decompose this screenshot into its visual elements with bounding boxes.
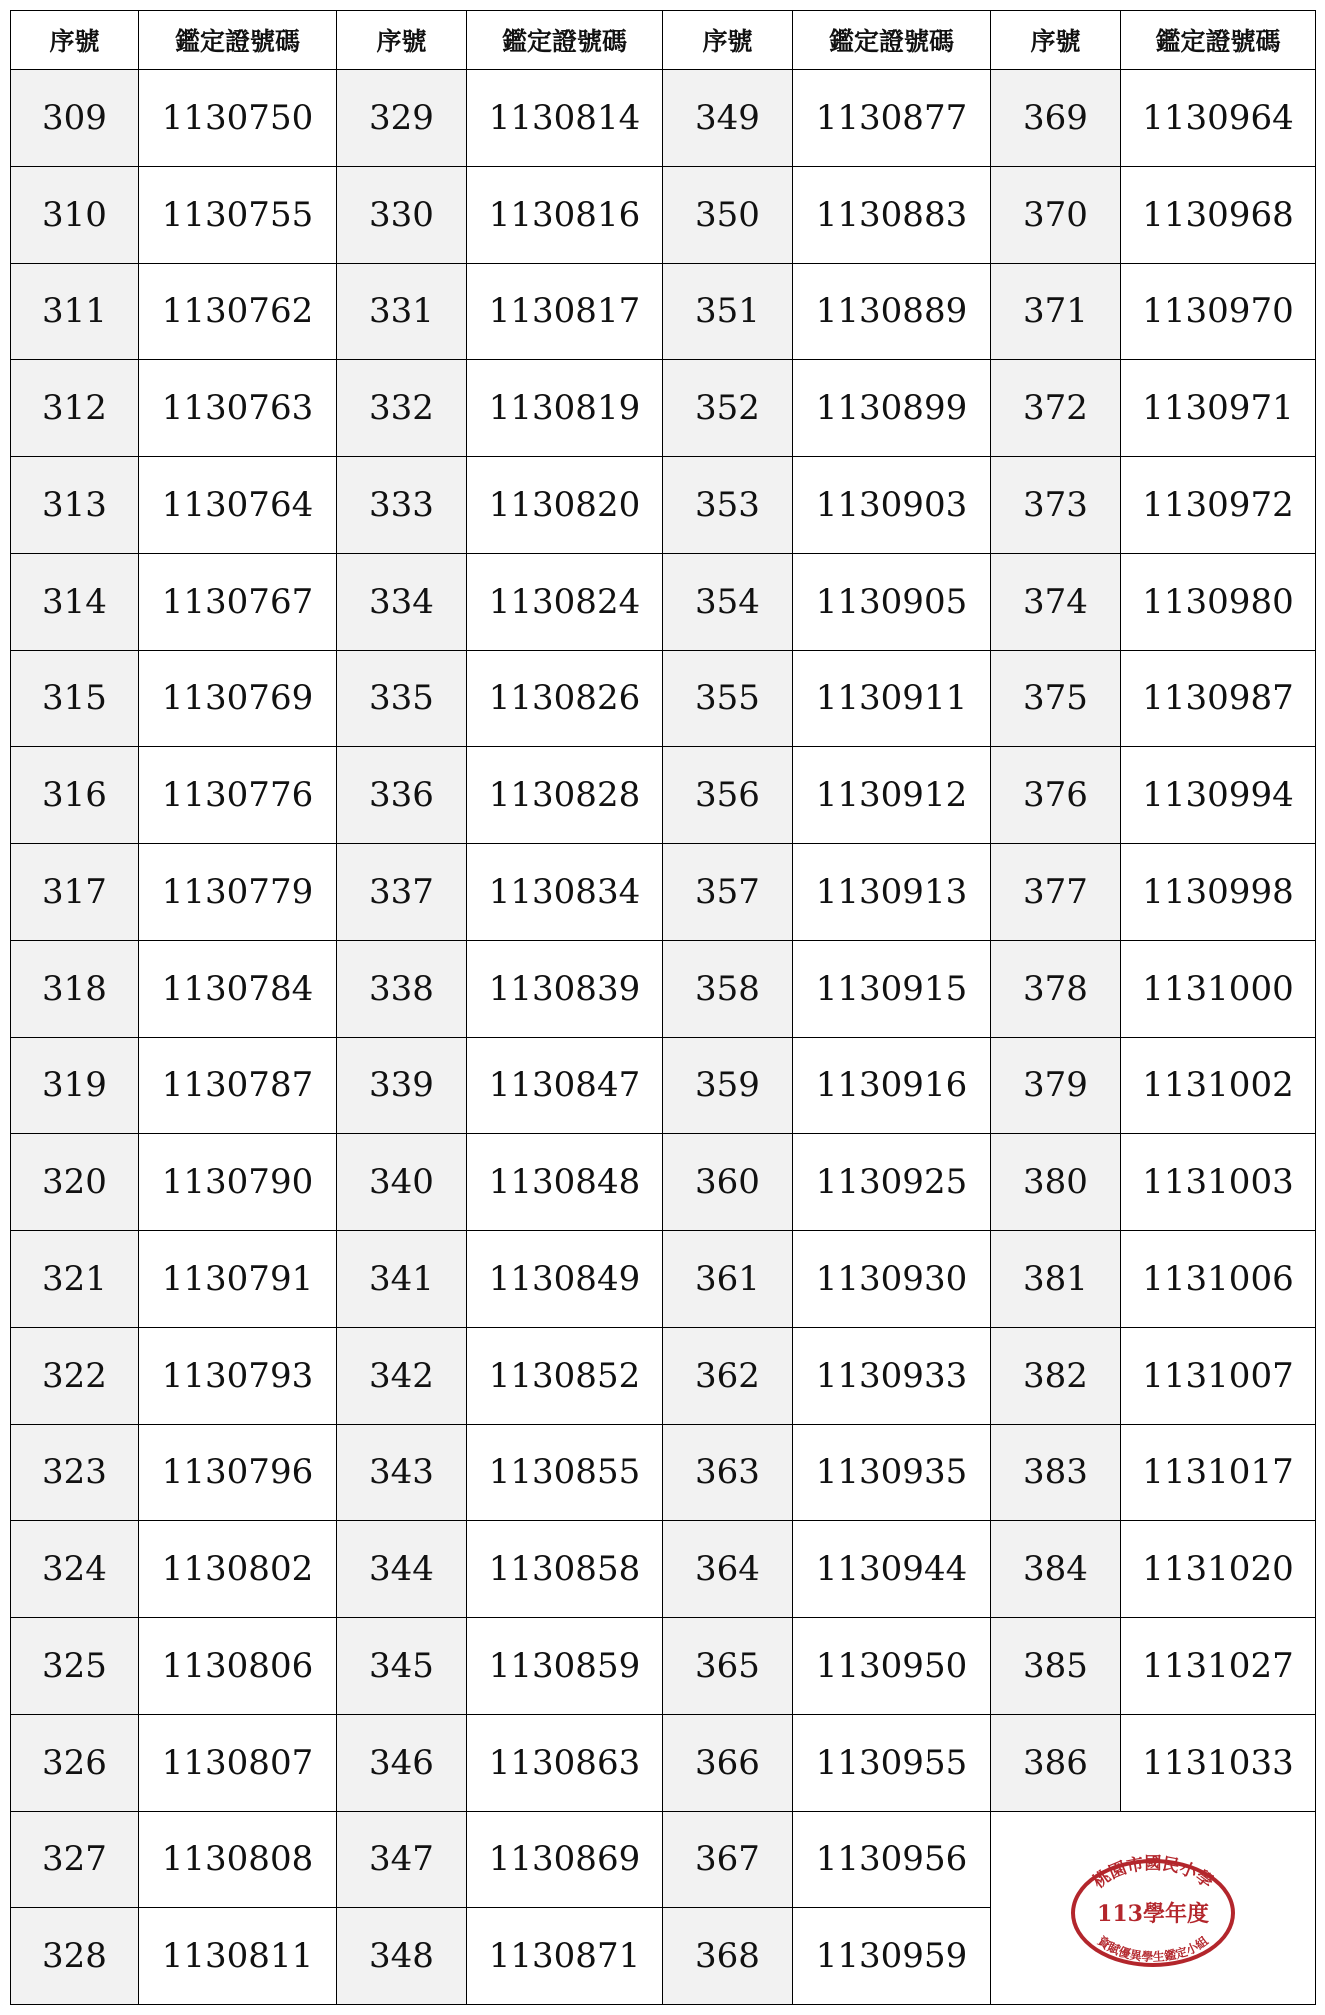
cert-number-cell: 1131000 xyxy=(1121,940,1316,1037)
cert-number-cell: 1130889 xyxy=(793,263,991,360)
seq-cell: 345 xyxy=(337,1618,467,1715)
cert-number-cell: 1130819 xyxy=(467,360,663,457)
seq-cell: 322 xyxy=(11,1327,139,1424)
seal-bottom-text: 資賦優異學生鑑定小組 xyxy=(1095,1933,1211,1964)
cert-number-cell: 1130764 xyxy=(139,457,337,554)
cert-number-cell: 1130824 xyxy=(467,553,663,650)
cert-number-header: 鑑定證號碼 xyxy=(1121,11,1316,70)
seq-cell: 370 xyxy=(991,166,1121,263)
cert-number-cell: 1130933 xyxy=(793,1327,991,1424)
cert-number-cell: 1130911 xyxy=(793,650,991,747)
table-row xyxy=(11,1618,1316,1715)
seq-cell: 366 xyxy=(663,1714,793,1811)
cert-number-cell: 1130811 xyxy=(139,1908,337,2005)
seq-cell: 383 xyxy=(991,1424,1121,1521)
seq-cell: 350 xyxy=(663,166,793,263)
cert-number-cell: 1130903 xyxy=(793,457,991,554)
seq-cell: 317 xyxy=(11,844,139,941)
cert-number-cell: 1130915 xyxy=(793,940,991,1037)
cert-number-cell: 1130863 xyxy=(467,1714,663,1811)
seq-header: 序號 xyxy=(337,11,467,70)
seq-cell: 321 xyxy=(11,1231,139,1328)
cert-number-cell: 1130755 xyxy=(139,166,337,263)
cert-number-cell: 1130964 xyxy=(1121,70,1316,167)
seq-cell: 312 xyxy=(11,360,139,457)
cert-number-cell: 1130769 xyxy=(139,650,337,747)
seq-cell: 386 xyxy=(991,1714,1121,1811)
table-row xyxy=(11,553,1316,650)
certificate-number-table xyxy=(10,10,1316,2005)
cert-number-cell: 1131033 xyxy=(1121,1714,1316,1811)
seq-cell: 331 xyxy=(337,263,467,360)
header-row xyxy=(11,11,1316,70)
cert-number-cell: 1131006 xyxy=(1121,1231,1316,1328)
cert-number-cell: 1130808 xyxy=(139,1811,337,1908)
seq-cell: 363 xyxy=(663,1424,793,1521)
seq-cell: 334 xyxy=(337,553,467,650)
table-row xyxy=(11,1811,1316,1908)
table-row xyxy=(11,1231,1316,1328)
seq-cell: 326 xyxy=(11,1714,139,1811)
table-row xyxy=(11,457,1316,554)
seq-cell: 335 xyxy=(337,650,467,747)
seq-header: 序號 xyxy=(11,11,139,70)
table-row xyxy=(11,1134,1316,1231)
cert-number-cell: 1130968 xyxy=(1121,166,1316,263)
cert-number-cell: 1130834 xyxy=(467,844,663,941)
cert-number-header: 鑑定證號碼 xyxy=(793,11,991,70)
table-row xyxy=(11,1327,1316,1424)
cert-number-cell: 1130913 xyxy=(793,844,991,941)
cert-number-cell: 1130987 xyxy=(1121,650,1316,747)
cert-number-cell: 1130820 xyxy=(467,457,663,554)
cert-number-cell: 1130899 xyxy=(793,360,991,457)
cert-number-cell: 1130828 xyxy=(467,747,663,844)
table-row xyxy=(11,940,1316,1037)
cert-number-cell: 1130848 xyxy=(467,1134,663,1231)
cert-number-cell: 1130776 xyxy=(139,747,337,844)
cert-number-cell: 1130955 xyxy=(793,1714,991,1811)
seq-cell: 324 xyxy=(11,1521,139,1618)
seq-cell: 319 xyxy=(11,1037,139,1134)
cert-number-cell: 1130935 xyxy=(793,1424,991,1521)
table-row xyxy=(11,360,1316,457)
cert-number-cell: 1130806 xyxy=(139,1618,337,1715)
cert-number-cell: 1130814 xyxy=(467,70,663,167)
seq-cell: 330 xyxy=(337,166,467,263)
seq-cell: 344 xyxy=(337,1521,467,1618)
seq-cell: 328 xyxy=(11,1908,139,2005)
seq-header: 序號 xyxy=(663,11,793,70)
seq-cell: 315 xyxy=(11,650,139,747)
seq-cell: 316 xyxy=(11,747,139,844)
cert-number-cell: 1130869 xyxy=(467,1811,663,1908)
seq-cell: 364 xyxy=(663,1521,793,1618)
seq-cell: 314 xyxy=(11,553,139,650)
seq-cell: 309 xyxy=(11,70,139,167)
cert-number-cell: 1130807 xyxy=(139,1714,337,1811)
seq-cell: 365 xyxy=(663,1618,793,1715)
seq-cell: 357 xyxy=(663,844,793,941)
seq-cell: 355 xyxy=(663,650,793,747)
cert-number-cell: 1130855 xyxy=(467,1424,663,1521)
seal-top-text: 桃園市國民小學 xyxy=(1089,1853,1217,1893)
seq-cell: 333 xyxy=(337,457,467,554)
seq-cell: 377 xyxy=(991,844,1121,941)
cert-number-cell: 1131007 xyxy=(1121,1327,1316,1424)
cert-number-cell: 1130784 xyxy=(139,940,337,1037)
cert-number-cell: 1130817 xyxy=(467,263,663,360)
seq-cell: 385 xyxy=(991,1618,1121,1715)
cert-number-cell: 1130998 xyxy=(1121,844,1316,941)
seq-cell: 376 xyxy=(991,747,1121,844)
cert-number-cell: 1130970 xyxy=(1121,263,1316,360)
seq-cell: 384 xyxy=(991,1521,1121,1618)
cert-number-cell: 1130980 xyxy=(1121,553,1316,650)
seq-cell: 341 xyxy=(337,1231,467,1328)
seq-cell: 332 xyxy=(337,360,467,457)
seq-cell: 323 xyxy=(11,1424,139,1521)
cert-number-cell: 1130972 xyxy=(1121,457,1316,554)
cert-number-cell: 1131002 xyxy=(1121,1037,1316,1134)
seq-cell: 338 xyxy=(337,940,467,1037)
cert-number-cell: 1130802 xyxy=(139,1521,337,1618)
seq-cell: 367 xyxy=(663,1811,793,1908)
cert-number-cell: 1130956 xyxy=(793,1811,991,1908)
official-seal-cell xyxy=(991,1811,1316,2005)
cert-number-cell: 1130763 xyxy=(139,360,337,457)
seq-cell: 380 xyxy=(991,1134,1121,1231)
seq-cell: 311 xyxy=(11,263,139,360)
seq-cell: 356 xyxy=(663,747,793,844)
seq-cell: 359 xyxy=(663,1037,793,1134)
seq-cell: 369 xyxy=(991,70,1121,167)
seq-cell: 347 xyxy=(337,1811,467,1908)
table-row xyxy=(11,844,1316,941)
cert-number-cell: 1130925 xyxy=(793,1134,991,1231)
cert-number-cell: 1130849 xyxy=(467,1231,663,1328)
cert-number-cell: 1130905 xyxy=(793,553,991,650)
table-row xyxy=(11,747,1316,844)
cert-number-cell: 1130826 xyxy=(467,650,663,747)
table-row xyxy=(11,1424,1316,1521)
cert-number-cell: 1130883 xyxy=(793,166,991,263)
cert-number-cell: 1130858 xyxy=(467,1521,663,1618)
cert-number-cell: 1130796 xyxy=(139,1424,337,1521)
cert-number-cell: 1130762 xyxy=(139,263,337,360)
cert-number-cell: 1130750 xyxy=(139,70,337,167)
cert-number-cell: 1131003 xyxy=(1121,1134,1316,1231)
cert-number-cell: 1130916 xyxy=(793,1037,991,1134)
seq-cell: 371 xyxy=(991,263,1121,360)
cert-number-cell: 1130791 xyxy=(139,1231,337,1328)
seq-cell: 352 xyxy=(663,360,793,457)
cert-number-cell: 1130779 xyxy=(139,844,337,941)
seq-cell: 342 xyxy=(337,1327,467,1424)
seq-cell: 336 xyxy=(337,747,467,844)
seq-cell: 353 xyxy=(663,457,793,554)
seq-cell: 327 xyxy=(11,1811,139,1908)
seq-cell: 339 xyxy=(337,1037,467,1134)
seq-header: 序號 xyxy=(991,11,1121,70)
seq-cell: 360 xyxy=(663,1134,793,1231)
seq-cell: 346 xyxy=(337,1714,467,1811)
cert-number-cell: 1130912 xyxy=(793,747,991,844)
cert-number-cell: 1130790 xyxy=(139,1134,337,1231)
seq-cell: 351 xyxy=(663,263,793,360)
seq-cell: 354 xyxy=(663,553,793,650)
seq-cell: 343 xyxy=(337,1424,467,1521)
seq-cell: 378 xyxy=(991,940,1121,1037)
cert-number-cell: 1130930 xyxy=(793,1231,991,1328)
table-row xyxy=(11,70,1316,167)
cert-number-cell: 1130859 xyxy=(467,1618,663,1715)
seq-cell: 374 xyxy=(991,553,1121,650)
cert-number-cell: 1130793 xyxy=(139,1327,337,1424)
seq-cell: 361 xyxy=(663,1231,793,1328)
seq-cell: 340 xyxy=(337,1134,467,1231)
seq-cell: 329 xyxy=(337,70,467,167)
cert-number-cell: 1130787 xyxy=(139,1037,337,1134)
seq-cell: 375 xyxy=(991,650,1121,747)
cert-number-cell: 1131020 xyxy=(1121,1521,1316,1618)
seq-cell: 310 xyxy=(11,166,139,263)
seq-cell: 381 xyxy=(991,1231,1121,1328)
cert-number-cell: 1130839 xyxy=(467,940,663,1037)
cert-number-cell: 1130852 xyxy=(467,1327,663,1424)
cert-number-cell: 1131027 xyxy=(1121,1618,1316,1715)
table-row xyxy=(11,650,1316,747)
seq-cell: 382 xyxy=(991,1327,1121,1424)
cert-number-cell: 1130971 xyxy=(1121,360,1316,457)
seq-cell: 337 xyxy=(337,844,467,941)
seq-cell: 372 xyxy=(991,360,1121,457)
seq-cell: 349 xyxy=(663,70,793,167)
cert-number-header: 鑑定證號碼 xyxy=(467,11,663,70)
table-row xyxy=(11,1714,1316,1811)
seq-cell: 368 xyxy=(663,1908,793,2005)
cert-number-cell: 1130944 xyxy=(793,1521,991,1618)
seq-cell: 318 xyxy=(11,940,139,1037)
official-seal xyxy=(1065,1849,1241,1967)
cert-number-cell: 1130816 xyxy=(467,166,663,263)
seq-cell: 362 xyxy=(663,1327,793,1424)
cert-number-cell: 1130959 xyxy=(793,1908,991,2005)
seq-cell: 325 xyxy=(11,1618,139,1715)
seq-cell: 379 xyxy=(991,1037,1121,1134)
seq-cell: 373 xyxy=(991,457,1121,554)
seq-cell: 320 xyxy=(11,1134,139,1231)
cert-number-cell: 1130994 xyxy=(1121,747,1316,844)
cert-number-header: 鑑定證號碼 xyxy=(139,11,337,70)
seq-cell: 348 xyxy=(337,1908,467,2005)
cert-number-cell: 1130950 xyxy=(793,1618,991,1715)
seq-cell: 358 xyxy=(663,940,793,1037)
table-row xyxy=(11,1521,1316,1618)
cert-number-cell: 1130871 xyxy=(467,1908,663,2005)
cert-number-cell: 1131017 xyxy=(1121,1424,1316,1521)
cert-number-cell: 1130767 xyxy=(139,553,337,650)
table-row xyxy=(11,166,1316,263)
seal-center-text: 113學年度 xyxy=(1097,1900,1209,1927)
cert-number-cell: 1130847 xyxy=(467,1037,663,1134)
cert-number-cell: 1130877 xyxy=(793,70,991,167)
table-row xyxy=(11,263,1316,360)
table-row xyxy=(11,1037,1316,1134)
seq-cell: 313 xyxy=(11,457,139,554)
